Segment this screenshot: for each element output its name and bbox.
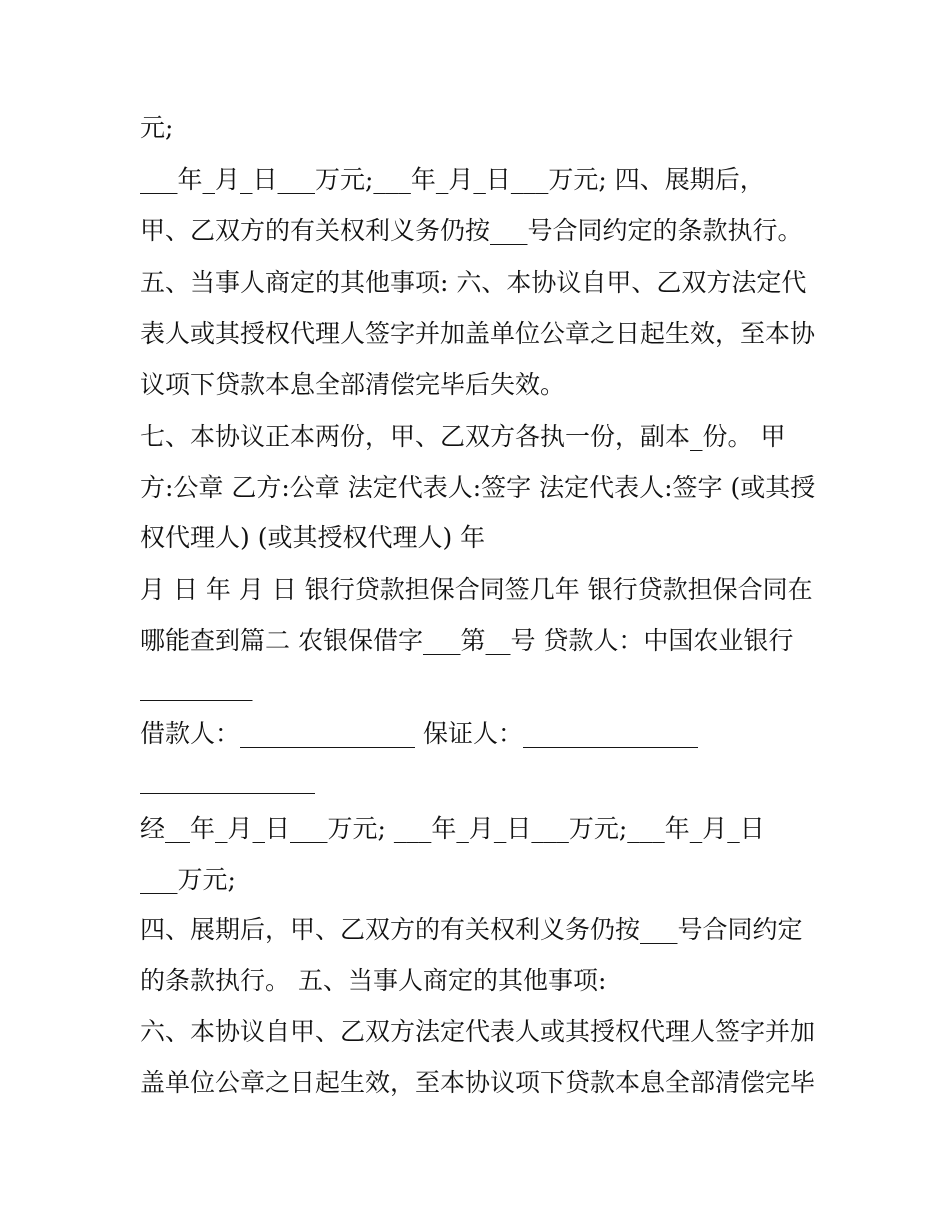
text-line: 方:公章 乙方:公章 法定代表人:签字 法定代表人:签字 (或其授	[140, 473, 816, 502]
text-line: 经__年_月_日___万元; ___年_月_日___万元;___年_月_日	[140, 814, 765, 843]
text-line: 表人或其授权代理人签字并加盖单位公章之日起生效，至本协	[140, 319, 816, 348]
text-line: 议项下贷款本息全部清偿完毕后失效。	[140, 370, 566, 399]
text-line: ______________	[140, 765, 315, 794]
text-line: 月 日 年 月 日 银行贷款担保合同签几年 银行贷款担保合同在	[140, 575, 813, 604]
text-line: 盖单位公章之日起生效，至本协议项下贷款本息全部清偿完毕	[140, 1068, 816, 1097]
text-line: 六、本协议自甲、乙双方法定代表人或其授权代理人签字并加	[140, 1017, 816, 1046]
text-line: ___万元;	[140, 865, 236, 894]
text-line: 权代理人) (或其授权代理人) 年	[140, 523, 486, 552]
text-line: _________	[140, 672, 253, 701]
text-line: 元;	[140, 113, 174, 142]
text-line: 借款人：______________ 保证人：______________	[140, 719, 698, 748]
text-line: 四、展期后，甲、乙双方的有关权利义务仍按___号合同约定	[140, 915, 803, 944]
text-line: 五、当事人商定的其他事项: 六、本协议自甲、乙双方法定代	[140, 268, 807, 297]
text-line: 七、本协议正本两份，甲、乙双方各执一份，副本_份。 甲	[140, 422, 786, 451]
text-line: ___年_月_日___万元;___年_月_日___万元; 四、展期后，	[140, 165, 765, 194]
text-line: 哪能查到篇二 农银保借字___第__号 贷款人：中国农业银行	[140, 626, 794, 655]
text-line: 甲、乙双方的有关权利义务仍按___号合同约定的条款执行。	[140, 216, 803, 245]
text-line: 的条款执行。 五、当事人商定的其他事项:	[140, 966, 607, 995]
